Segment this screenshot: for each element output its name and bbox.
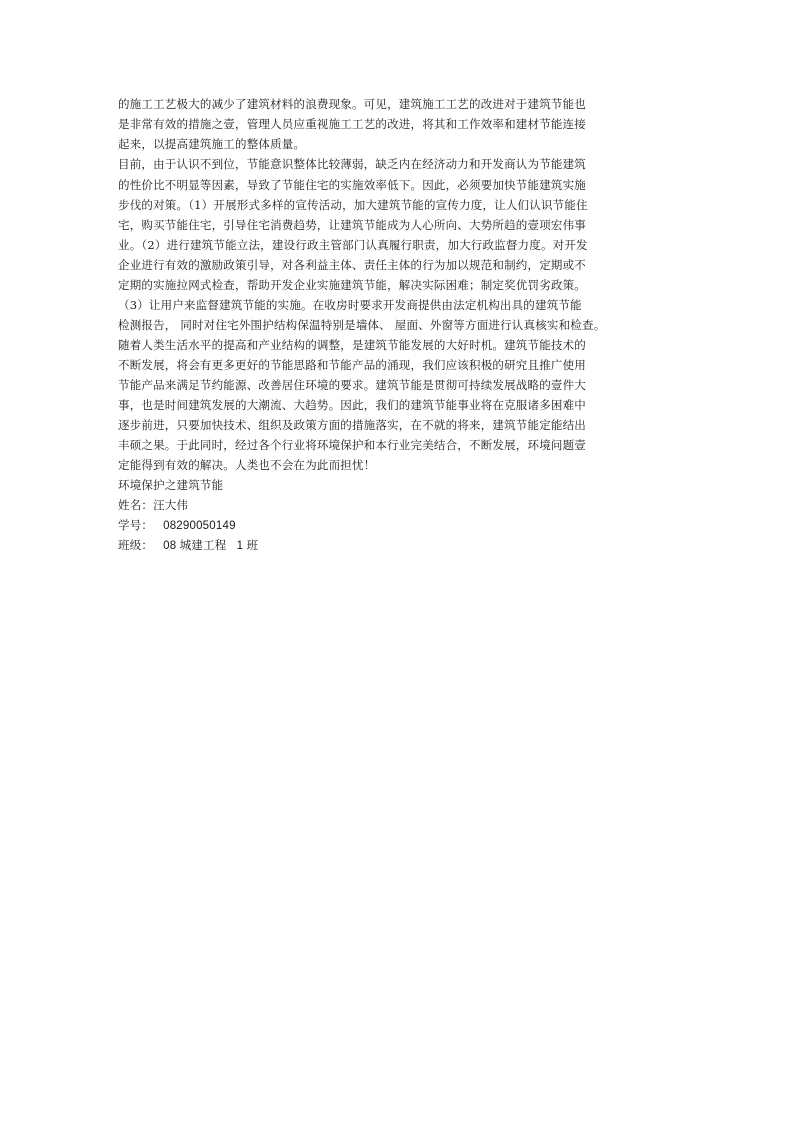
body-line-19: 定能得到有效的解决。人类也不会在为此而担忧！ bbox=[118, 458, 376, 472]
class-label: 班级： bbox=[118, 538, 154, 552]
body-line-11: （3）让用户来监督建筑节能的实施。在收房时要求开发商提供由法定机构出具的建筑节能 bbox=[118, 298, 582, 312]
body-line-18: 丰硕之果。于此同时，经过各个行业将环境保护和本行业完美结合，不断发展，环境问题壹 bbox=[118, 438, 586, 452]
body-line-12: 检测报告， 同时对住宅外围护结构保温特别是墙体、 屋面、外窗等方面进行认真核实和检查。 bbox=[118, 318, 606, 332]
body-line-13: 随着人类生活水平的提高和产业结构的调整，是建筑节能发展的大好时机。建筑节能技术的 bbox=[118, 338, 586, 352]
body-line-6: 步伐的对策。（1）开展形式多样的宣传活动，加大建筑节能的宣传力度，让人们认识节能住 bbox=[118, 198, 588, 212]
body-line-14: 不断发展，将会有更多更好的节能思路和节能产品的涌现，我们应该积极的研究且推广使用 bbox=[118, 358, 586, 372]
body-line-7: 宅，购买节能住宅，引导住宅消费趋势，让建筑节能成为人心所向、大势所趋的壹项宏伟事 bbox=[118, 218, 586, 232]
body-line-10: 定期的实施拉网式检查，帮助开发企业实施建筑节能，解决实际困难；制定奖优罚劣政策。 bbox=[118, 278, 586, 292]
footer-title: 环境保护之建筑节能 bbox=[118, 478, 224, 492]
id-value: 08290050149 bbox=[163, 520, 236, 532]
footer-name-row bbox=[118, 498, 188, 512]
body-line-4: 目前，由于认识不到位，节能意识整体比较薄弱，缺乏内在经济动力和开发商认为节能建筑 bbox=[118, 157, 586, 171]
body-line-9: 企业进行有效的激励政策引导，对各利益主体、责任主体的行为加以规范和制约，定期或不 bbox=[118, 258, 586, 272]
footer-id-row bbox=[118, 518, 236, 533]
body-line-8: 业。（2）进行建筑节能立法，建设行政主管部门认真履行职责，加大行政监督力度。对开发 bbox=[118, 238, 588, 252]
class-value: 08 城建工程 1 班 bbox=[163, 540, 259, 552]
body-line-16: 事，也是时间建筑发展的大潮流、大趋势。因此，我们的建筑节能事业将在克服诸多困难中 bbox=[118, 398, 586, 412]
footer-class-row bbox=[118, 538, 258, 553]
body-line-17: 逐步前进，只要加快技术、组织及政策方面的措施落实，在不就的将来，建筑节能定能结出 bbox=[118, 418, 586, 432]
body-line-3: 起来，以提高建筑施工的整体质量。 bbox=[118, 137, 306, 151]
name-label: 姓名： bbox=[118, 498, 154, 512]
body-line-2: 是非常有效的措施之壹，管理人员应重视施工工艺的改进，将其和工作效率和建材节能连接 bbox=[118, 117, 586, 131]
name-value: 汪大伟 bbox=[153, 498, 189, 512]
body-line-1: 的施工工艺极大的减少了建筑材料的浪费现象。可见，建筑施工工艺的改进对于建筑节能也 bbox=[118, 97, 586, 111]
body-line-5: 的性价比不明显等因素，导致了节能住宅的实施效率低下。因此，必须要加快节能建筑实施 bbox=[118, 178, 586, 192]
id-label: 学号： bbox=[118, 518, 154, 532]
body-line-15: 节能产品来满足节约能源、改善居住环境的要求。建筑节能是贯彻可持续发展战略的壹件大 bbox=[118, 378, 586, 392]
